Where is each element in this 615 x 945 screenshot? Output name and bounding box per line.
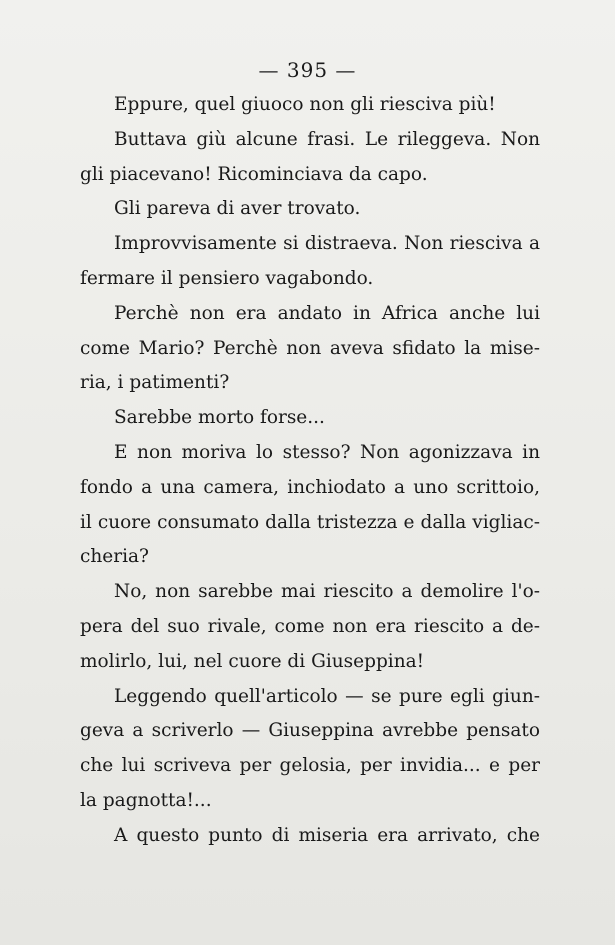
page-number: — 395 — <box>258 58 357 82</box>
text-line: ria, i patimenti? <box>80 372 230 394</box>
text-line: geva a scriverlo — Giuseppina avrebbe pensato <box>80 720 540 742</box>
text-line: No, non sarebbe mai riescito a demolire l'o- <box>114 581 540 603</box>
text-line: pera del suo rivale, come non era riescito a de- <box>80 615 540 637</box>
text-line: fermare il pensiero vagabondo. <box>80 267 374 289</box>
text-line: Eppure, quel giuoco non gli riesciva più! <box>114 94 496 115</box>
text-line: A questo punto di miseria era arrivato, che <box>114 824 540 846</box>
text-line: come Mario? Perchè non aveva sfidato la mise- <box>80 337 540 359</box>
text-line: cheria? <box>80 546 149 568</box>
text-line: E non moriva lo stesso? Non agonizzava in <box>114 441 540 463</box>
text-line: fondo a una camera, inchiodato a uno scrittoio, <box>80 476 540 498</box>
text-line: molirlo, lui, nel cuore di Giuseppina! <box>80 650 425 672</box>
text-line: Leggendo quell'articolo — se pure egli giun- <box>114 685 540 707</box>
text-line: Perchè non era andato in Africa anche lui <box>114 302 540 324</box>
text-line: Sarebbe morto forse... <box>114 407 325 429</box>
text-line: Improvvisamente si distraeva. Non riesciva a <box>114 233 540 255</box>
text-line: Gli pareva di aver trovato. <box>114 198 361 220</box>
body-text <box>80 88 540 854</box>
text-line: che lui scriveva per gelosia, per invidia... e per <box>80 755 540 777</box>
text-line: gli piacevano! Ricominciava da capo. <box>80 163 428 185</box>
text-line: il cuore consumato dalla tristezza e dalla vigliac- <box>80 511 540 533</box>
text-line: Buttava giù alcune frasi. Le rileggeva. Non <box>114 128 540 150</box>
text-line: la pagnotta!... <box>80 789 212 811</box>
